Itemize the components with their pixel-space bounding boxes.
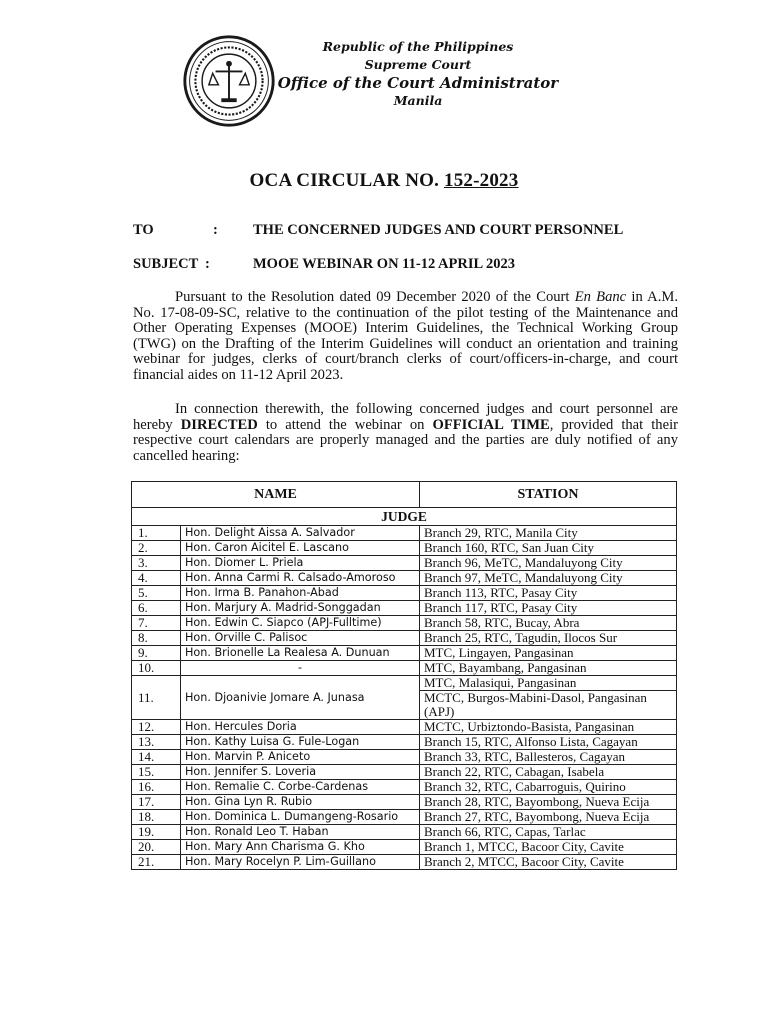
letterhead-republic: Republic of the Philippines	[322, 39, 514, 54]
row-name: Hon. Caron Aicitel E. Lascano	[181, 541, 420, 556]
to-value: THE CONCERNED JUDGES AND COURT PERSONNEL	[253, 222, 624, 238]
table-row	[132, 631, 677, 646]
row-number: 17.	[132, 795, 181, 810]
row-number: 1.	[132, 526, 181, 541]
row-number: 14.	[132, 750, 181, 765]
row-station: Branch 1, MTCC, Bacoor City, Cavite	[420, 840, 677, 855]
row-number: 9.	[132, 646, 181, 661]
row-number: 6.	[132, 601, 181, 616]
row-station: Branch 25, RTC, Tagudin, Ilocos Sur	[420, 631, 677, 646]
row-name: Hon. Dominica L. Dumangeng-Rosario	[181, 810, 420, 825]
row-station: Branch 33, RTC, Ballesteros, Cagayan	[420, 750, 677, 765]
row-name: Hon. Mary Ann Charisma G. Kho	[181, 840, 420, 855]
row-name: -	[181, 661, 420, 676]
row-number: 8.	[132, 631, 181, 646]
to-colon: :	[213, 222, 218, 238]
row-name: Hon. Irma B. Panahon-Abad	[181, 586, 420, 601]
row-number: 7.	[132, 616, 181, 631]
table-header-row	[132, 482, 677, 508]
table-row	[132, 676, 677, 691]
row-station: Branch 28, RTC, Bayombong, Nueva Ecija	[420, 795, 677, 810]
row-name: Hon. Diomer L. Priela	[181, 556, 420, 571]
row-name: Hon. Edwin C. Siapco (APJ-Fulltime)	[181, 616, 420, 631]
table-row	[132, 541, 677, 556]
table-row	[132, 616, 677, 631]
row-name: Hon. Brionelle La Realesa A. Dunuan	[181, 646, 420, 661]
row-number: 3.	[132, 556, 181, 571]
table-row	[132, 780, 677, 795]
paragraph-resolution	[133, 290, 678, 384]
table-row	[132, 810, 677, 825]
row-number: 2.	[132, 541, 181, 556]
row-name: Hon. Ronald Leo T. Haban	[181, 825, 420, 840]
para1-en-banc: En Banc	[574, 289, 627, 305]
row-name: Hon. Orville C. Palisoc	[181, 631, 420, 646]
row-name: Hon. Anna Carmi R. Calsado-Amoroso	[181, 571, 420, 586]
row-number: 13.	[132, 735, 181, 750]
subject-label: SUBJECT	[133, 256, 199, 272]
letterhead-court: Supreme Court	[364, 57, 472, 72]
subject-colon: :	[205, 256, 210, 272]
row-name: Hon. Jennifer S. Loveria	[181, 765, 420, 780]
table-row	[132, 556, 677, 571]
table-row	[132, 765, 677, 780]
row-station: Branch 66, RTC, Capas, Tarlac	[420, 825, 677, 840]
row-name: Hon. Hercules Doria	[181, 720, 420, 735]
row-station: Branch 160, RTC, San Juan City	[420, 541, 677, 556]
col-name-header: NAME	[132, 482, 420, 508]
row-station: Branch 32, RTC, Cabarroguis, Quirino	[420, 780, 677, 795]
section-row-judge	[132, 508, 677, 526]
table-row	[132, 526, 677, 541]
row-station: MTC, Bayambang, Pangasinan	[420, 661, 677, 676]
para1-text-b: in A.M. No. 17-08-09-SC, relative to the continuation of the pilot testing of the Maintenance and Other Operating Expenses (MOOE) Interim Guidelines, the Technical Working Group (TWG) on the Drafting of the Interim Guidelines will conduct an orientation and training webinar for judges, clerks of court/branch clerks of court/officers-in-charge, and court financial aides on 11-12 April 2023.	[133, 289, 678, 383]
letterhead-city: Manila	[393, 93, 443, 108]
row-number: 15.	[132, 765, 181, 780]
table-row	[132, 795, 677, 810]
circular-number: 152-2023	[444, 170, 519, 191]
row-number: 16.	[132, 780, 181, 795]
table-row	[132, 855, 677, 870]
circular-title	[0, 170, 768, 192]
row-name: Hon. Kathy Luisa G. Fule-Logan	[181, 735, 420, 750]
circular-prefix: OCA CIRCULAR NO.	[249, 170, 445, 191]
row-station: Branch 27, RTC, Bayombong, Nueva Ecija	[420, 810, 677, 825]
para2-official-time: OFFICIAL TIME	[432, 416, 550, 433]
row-station: Branch 2, MTCC, Bacoor City, Cavite	[420, 855, 677, 870]
to-label: TO	[133, 222, 154, 238]
row-number: 19.	[132, 825, 181, 840]
row-number: 18.	[132, 810, 181, 825]
row-station: Branch 117, RTC, Pasay City	[420, 601, 677, 616]
row-station: MTC, Lingayen, Pangasinan	[420, 646, 677, 661]
paragraph-directive	[133, 402, 678, 464]
row-station: Branch 22, RTC, Cabagan, Isabela	[420, 765, 677, 780]
row-station: MCTC, Urbiztondo-Basista, Pangasinan	[420, 720, 677, 735]
para2-text-d: , provided that their respective court calendars are properly managed and the parties are duly notified of any cancelled hearing:	[133, 416, 678, 464]
row-name: Hon. Marvin P. Aniceto	[181, 750, 420, 765]
row-station: Branch 15, RTC, Alfonso Lista, Cagayan	[420, 735, 677, 750]
row-number: 5.	[132, 586, 181, 601]
row-name: Hon. Djoanivie Jomare A. Junasa	[181, 676, 420, 720]
row-name: Hon. Delight Aissa A. Salvador	[181, 526, 420, 541]
table-row	[132, 840, 677, 855]
row-name: Hon. Gina Lyn R. Rubio	[181, 795, 420, 810]
para2-text-a: In connection therewith, the following concerned judges and court personnel are hereby	[133, 401, 678, 433]
row-station: Branch 29, RTC, Manila City	[420, 526, 677, 541]
row-station: Branch 97, MeTC, Mandaluyong City	[420, 571, 677, 586]
table-row	[132, 601, 677, 616]
letterhead-office: Office of the Court Administrator	[277, 74, 559, 92]
row-station: Branch 96, MeTC, Mandaluyong City	[420, 556, 677, 571]
para1-text-a: Pursuant to the Resolution dated 09 December 2020 of the Court	[175, 289, 575, 305]
row-number: 11.	[132, 676, 181, 720]
court-seal-icon	[181, 33, 277, 129]
para2-directed: DIRECTED	[180, 416, 258, 433]
row-number: 10.	[132, 661, 181, 676]
table-body	[132, 508, 677, 870]
row-number: 12.	[132, 720, 181, 735]
row-number: 4.	[132, 571, 181, 586]
row-number: 20.	[132, 840, 181, 855]
col-station-header: STATION	[420, 482, 677, 508]
table-row	[132, 720, 677, 735]
row-station: Branch 113, RTC, Pasay City	[420, 586, 677, 601]
table-row	[132, 661, 677, 676]
judges-table	[131, 481, 677, 870]
letterhead	[268, 38, 568, 110]
table-row	[132, 646, 677, 661]
table-row	[132, 586, 677, 601]
row-name: Hon. Marjury A. Madrid-Songgadan	[181, 601, 420, 616]
section-label: JUDGE	[132, 508, 677, 526]
row-station: MCTC, Burgos-Mabini-Dasol, Pangasinan (APJ)	[420, 691, 677, 720]
table-row	[132, 825, 677, 840]
row-name: Hon. Remalie C. Corbe-Cardenas	[181, 780, 420, 795]
table-row	[132, 571, 677, 586]
table-row	[132, 750, 677, 765]
row-name: Hon. Mary Rocelyn P. Lim-Guillano	[181, 855, 420, 870]
row-station: Branch 58, RTC, Bucay, Abra	[420, 616, 677, 631]
row-station: MTC, Malasiqui, Pangasinan	[420, 676, 677, 691]
table-row	[132, 735, 677, 750]
row-number: 21.	[132, 855, 181, 870]
subject-value: MOOE WEBINAR ON 11-12 APRIL 2023	[253, 256, 515, 272]
para2-text-c: to attend the webinar on	[257, 416, 433, 433]
